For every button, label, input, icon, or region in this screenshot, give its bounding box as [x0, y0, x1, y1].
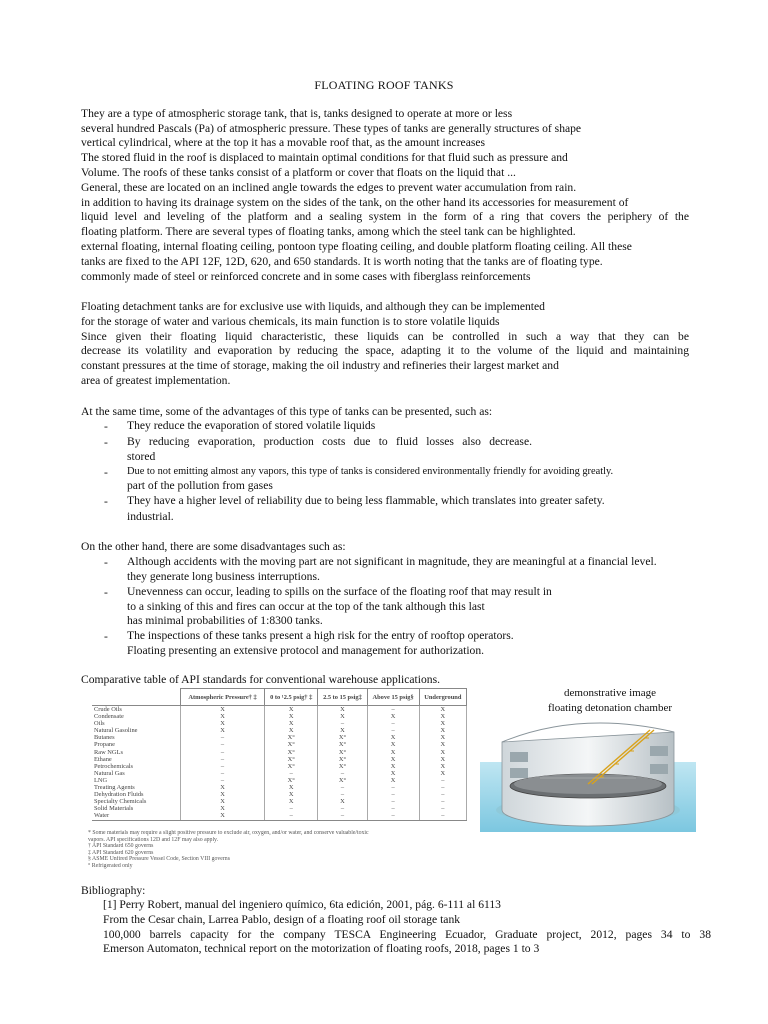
table-row — [92, 812, 467, 820]
p2-line-3: Since given their floating liquid characteristic, these liquids can be controlled in such a way that they can be — [81, 330, 689, 343]
table-cell: – — [367, 805, 419, 812]
table-row-label: Condensate — [92, 713, 181, 720]
bibliography-entry: Emerson Automaton, technical report on the motorization of floating roofs, 2018, pages 1 to 3 — [103, 942, 540, 955]
table-cell: X — [265, 791, 318, 798]
p1-line-4: The stored fluid in the roof is displaced to maintain optimal conditions for that fluid such as pressure and — [81, 151, 568, 164]
table-cell: – — [181, 741, 265, 748]
p2-line-1: Floating detachment tanks are for exclusive use with liquids, and although they can be implemented — [81, 300, 545, 313]
table-note: ° Refrigerated only — [88, 862, 133, 869]
table-note: vapors. API specifications 12D and 12F may also apply. — [88, 836, 219, 843]
bullet-mark: - — [104, 630, 108, 643]
table-row — [92, 706, 467, 714]
table-cell: – — [265, 805, 318, 812]
bibliography-entry: From the Cesar chain, Larrea Pablo, design of a floating roof oil storage tank — [103, 913, 461, 926]
table-cell: X° — [318, 741, 367, 748]
table-cell: X — [419, 741, 466, 748]
table-cell: X — [367, 770, 419, 777]
table-cell: X — [419, 770, 466, 777]
p1-line-8: liquid level and leveling of the platform and a sealing system in the form of a ring that covers the periphery of the — [81, 210, 689, 223]
table-row — [92, 727, 467, 734]
p2-line-2: for the storage of water and various chemicals, its main function is to store volatile liquids — [81, 315, 500, 328]
table-cell: X° — [318, 749, 367, 756]
table-cell: X° — [265, 741, 318, 748]
table-cell: X — [181, 720, 265, 727]
table-row — [92, 756, 467, 763]
table-row-label: Natural Gasoline — [92, 727, 181, 734]
table-cell: – — [181, 756, 265, 763]
table-cell: – — [181, 749, 265, 756]
table-cell: X — [367, 777, 419, 784]
table-cell: – — [318, 791, 367, 798]
table-cell: X° — [318, 763, 367, 770]
bullet-mark: - — [104, 586, 108, 599]
table-row-label: Solid Materials — [92, 805, 181, 812]
table-row — [92, 734, 467, 741]
table-row — [92, 763, 467, 770]
table-row-label: Water — [92, 812, 181, 820]
table-row — [92, 749, 467, 756]
table-row-label: Oils — [92, 720, 181, 727]
p1-line-5: Volume. The roofs of these tanks consist of a platform or cover that floats on the liquid that ... — [81, 166, 516, 179]
table-cell: X — [367, 713, 419, 720]
table-cell: X° — [265, 763, 318, 770]
p2-line-5: constant pressures at the time of storage, making the oil industry and refineries their largest market and — [81, 359, 559, 372]
table-row — [92, 798, 467, 805]
p1-line-6: General, these are located on an inclined angle towards the edges to prevent water accumulation from rain. — [81, 181, 577, 194]
table-cell: X — [181, 812, 265, 820]
table-cell: – — [419, 777, 466, 784]
table-row-label: Ethane — [92, 756, 181, 763]
table-cell: – — [181, 770, 265, 777]
table-cell: X° — [265, 756, 318, 763]
table-cell: X — [419, 749, 466, 756]
table-cell: X — [419, 763, 466, 770]
p2-line-4: decrease its volatility and evaporation by reducing the space, adapting it to the volume of the liquid and maintaining — [81, 344, 689, 357]
table-cell: X — [181, 805, 265, 812]
table-cell: – — [181, 763, 265, 770]
advantages-intro: At the same time, some of the advantages of this type of tanks can be presented, such as: — [81, 405, 493, 418]
table-cell: X — [367, 763, 419, 770]
table-row-label: Butanes — [92, 734, 181, 741]
table-cell: X — [318, 727, 367, 734]
table-row — [92, 805, 467, 812]
table-row-label: LNG — [92, 777, 181, 784]
table-cell: X° — [265, 734, 318, 741]
table-row-label: Specialty Chemicals — [92, 798, 181, 805]
p2-line-6: area of greatest implementation. — [81, 374, 231, 387]
table-row-label: Crude Oils — [92, 706, 181, 714]
table-cell: X — [181, 727, 265, 734]
table-row-label: Dehydration Fluids — [92, 791, 181, 798]
disadvantages-intro: On the other hand, there are some disadvantages such as: — [81, 540, 346, 553]
p1-line-12: commonly made of steel or reinforced concrete and in some cases with fiberglass reinforcements — [81, 270, 531, 283]
table-cell: – — [367, 812, 419, 820]
table-cell: – — [181, 777, 265, 784]
disadvantage-item: Although accidents with the moving part are not significant in magnitude, they are meaningful at a financial level. — [127, 555, 657, 568]
table-header-row — [92, 689, 467, 706]
advantage-item: By reducing evaporation, production costs due to fluid losses also decrease. — [127, 435, 532, 448]
table-header: 0 to ¹2.5 psig† ‡ — [265, 689, 318, 706]
table-note: † API Standard 650 governs — [88, 843, 154, 850]
table-cell: X — [318, 798, 367, 805]
floating-roof-tank-illustration — [480, 712, 696, 832]
table-header: 2.5 to 15 psig‡ — [318, 689, 367, 706]
table-cell: – — [181, 734, 265, 741]
bullet-mark: - — [104, 556, 108, 569]
table-cell: – — [419, 798, 466, 805]
advantage-item: They have a higher level of reliability due to being less flammable, which translates into greater safety. — [127, 494, 605, 507]
table-cell: – — [265, 770, 318, 777]
table-row — [92, 720, 467, 727]
p1-line-7: in addition to having its drainage system on the sides of the tank, on the other hand its accessories for measurement of — [81, 196, 629, 209]
advantage-item-cont: part of the pollution from gases — [127, 479, 273, 492]
table-cell: – — [318, 770, 367, 777]
table-row — [92, 713, 467, 720]
table-row-label: Propane — [92, 741, 181, 748]
table-cell: X — [419, 713, 466, 720]
table-cell: X — [419, 706, 466, 714]
table-header: Above 15 psig§ — [367, 689, 419, 706]
table-cell: X — [419, 756, 466, 763]
advantage-item: Due to not emitting almost any vapors, this type of tanks is considered environmentally friendly for avoiding greatly. — [127, 466, 614, 477]
table-cell: – — [419, 791, 466, 798]
table-body — [92, 706, 467, 821]
table-note: § ASME Unfired Pressure Vessel Code, Section VIII governs — [88, 856, 230, 863]
table-cell: X — [181, 791, 265, 798]
p1-line-1: They are a type of atmospheric storage tank, that is, tanks designed to operate at more or less — [81, 107, 513, 120]
table-cell: X° — [318, 756, 367, 763]
table-cell: – — [367, 706, 419, 714]
table-cell: X — [181, 713, 265, 720]
table-cell: X — [318, 713, 367, 720]
bullet-mark: - — [104, 420, 108, 433]
table-cell: X — [181, 784, 265, 791]
disadvantage-item-cont: they generate long business interruptions. — [127, 570, 320, 583]
bullet-mark: - — [104, 436, 108, 449]
table-note: ‡ API Standard 620 governs — [88, 849, 154, 856]
table-row — [92, 777, 467, 784]
table-cell: X — [265, 798, 318, 805]
p1-line-3: vertical cylindrical, where at the top it has a movable roof that, as the amount increases — [81, 136, 486, 149]
table-cell: X — [367, 741, 419, 748]
table-cell: – — [367, 791, 419, 798]
disadvantage-item: Unevenness can occur, leading to spills on the surface of the floating roof that may result in — [127, 585, 552, 598]
table-cell: – — [318, 784, 367, 791]
table-row-label: Natural Gas — [92, 770, 181, 777]
p1-line-9: floating platform. There are several types of floating tanks, among which the steel tank can be highlighted. — [81, 225, 576, 238]
table-cell: X° — [265, 749, 318, 756]
table-cell: – — [367, 720, 419, 727]
table-cell: – — [419, 812, 466, 820]
advantage-item-cont: stored — [127, 450, 156, 463]
table-cell: – — [367, 784, 419, 791]
table-cell: X — [265, 706, 318, 714]
table-header — [92, 689, 181, 706]
table-row-label: Treating Agents — [92, 784, 181, 791]
table-cell: X — [367, 734, 419, 741]
table-cell: – — [265, 812, 318, 820]
table-cell: X — [419, 734, 466, 741]
table-cell: X — [419, 720, 466, 727]
table-row — [92, 741, 467, 748]
bibliography-entry: 100,000 barrels capacity for the company TESCA Engineering Ecuador, Graduate project, 2012, pages 34 to 38 — [103, 928, 711, 941]
table-cell: X — [265, 784, 318, 791]
table-row — [92, 791, 467, 798]
table-row — [92, 770, 467, 777]
table-cell: X — [265, 720, 318, 727]
table-cell: – — [318, 812, 367, 820]
table-row — [92, 784, 467, 791]
table-row-label: Raw NGLs — [92, 749, 181, 756]
bibliography-title: Bibliography: — [81, 884, 146, 897]
disadvantage-item-cont: Floating presenting an extensive protocol and management for authorization. — [127, 644, 485, 657]
bullet-mark: - — [104, 466, 108, 479]
table-cell: – — [318, 720, 367, 727]
table-cell: – — [318, 805, 367, 812]
table-cell: X° — [318, 734, 367, 741]
table-cell: – — [419, 805, 466, 812]
table-cell: X — [265, 727, 318, 734]
image-caption-line-2: floating detonation chamber — [547, 702, 672, 714]
table-note: * Some materials may require a slight positive pressure to exclude air, oxygen, and/or water, and conserve valuable/toxic — [88, 830, 369, 836]
table-header: Underground — [419, 689, 466, 706]
table-header: Atmospheric Pressure† ‡ — [181, 689, 265, 706]
document-title: FLOATING ROOF TANKS — [314, 78, 454, 92]
table-cell: X° — [265, 777, 318, 784]
table-cell: X — [367, 756, 419, 763]
table-cell: X — [367, 749, 419, 756]
p1-line-11: tanks are fixed to the API 12F, 12D, 620, and 650 standards. It is worth noting that the tanks are of floating type. — [81, 255, 603, 268]
p1-line-2: several hundred Pascals (Pa) of atmospheric pressure. These types of tanks are generally structures of shape — [81, 122, 582, 135]
table-row-label: Petrochemicals — [92, 763, 181, 770]
table-cell: X — [181, 706, 265, 714]
bullet-mark: - — [104, 495, 108, 508]
table-cell: X — [419, 727, 466, 734]
table-cell: – — [419, 784, 466, 791]
p1-line-10: external floating, internal floating ceiling, pontoon type floating ceiling, and double platform floating ceiling. All these — [81, 240, 632, 253]
disadvantage-item-cont: has minimal probabilities of 1:8300 tanks. — [127, 614, 323, 627]
api-standards-table — [92, 688, 467, 821]
table-cell: X° — [318, 777, 367, 784]
advantage-item: They reduce the evaporation of stored volatile liquids — [127, 419, 376, 432]
table-cell: – — [367, 727, 419, 734]
table-cell: X — [265, 713, 318, 720]
bibliography-entry: [1] Perry Robert, manual del ingeniero químico, 6ta edición, 2001, pág. 6-111 al 6113 — [103, 898, 501, 911]
table-notes — [88, 830, 483, 870]
table-cell: X — [181, 798, 265, 805]
advantage-item-cont: industrial. — [127, 510, 174, 523]
image-caption-line-1: demonstrative image — [564, 687, 656, 699]
disadvantage-item-cont: to a sinking of this and fires can occur at the top of the tank although this last — [127, 600, 485, 613]
table-caption: Comparative table of API standards for conventional warehouse applications. — [81, 673, 440, 686]
table-cell: – — [367, 798, 419, 805]
disadvantage-item: The inspections of these tanks present a high risk for the entry of rooftop operators. — [127, 629, 514, 642]
table-cell: X — [318, 706, 367, 714]
